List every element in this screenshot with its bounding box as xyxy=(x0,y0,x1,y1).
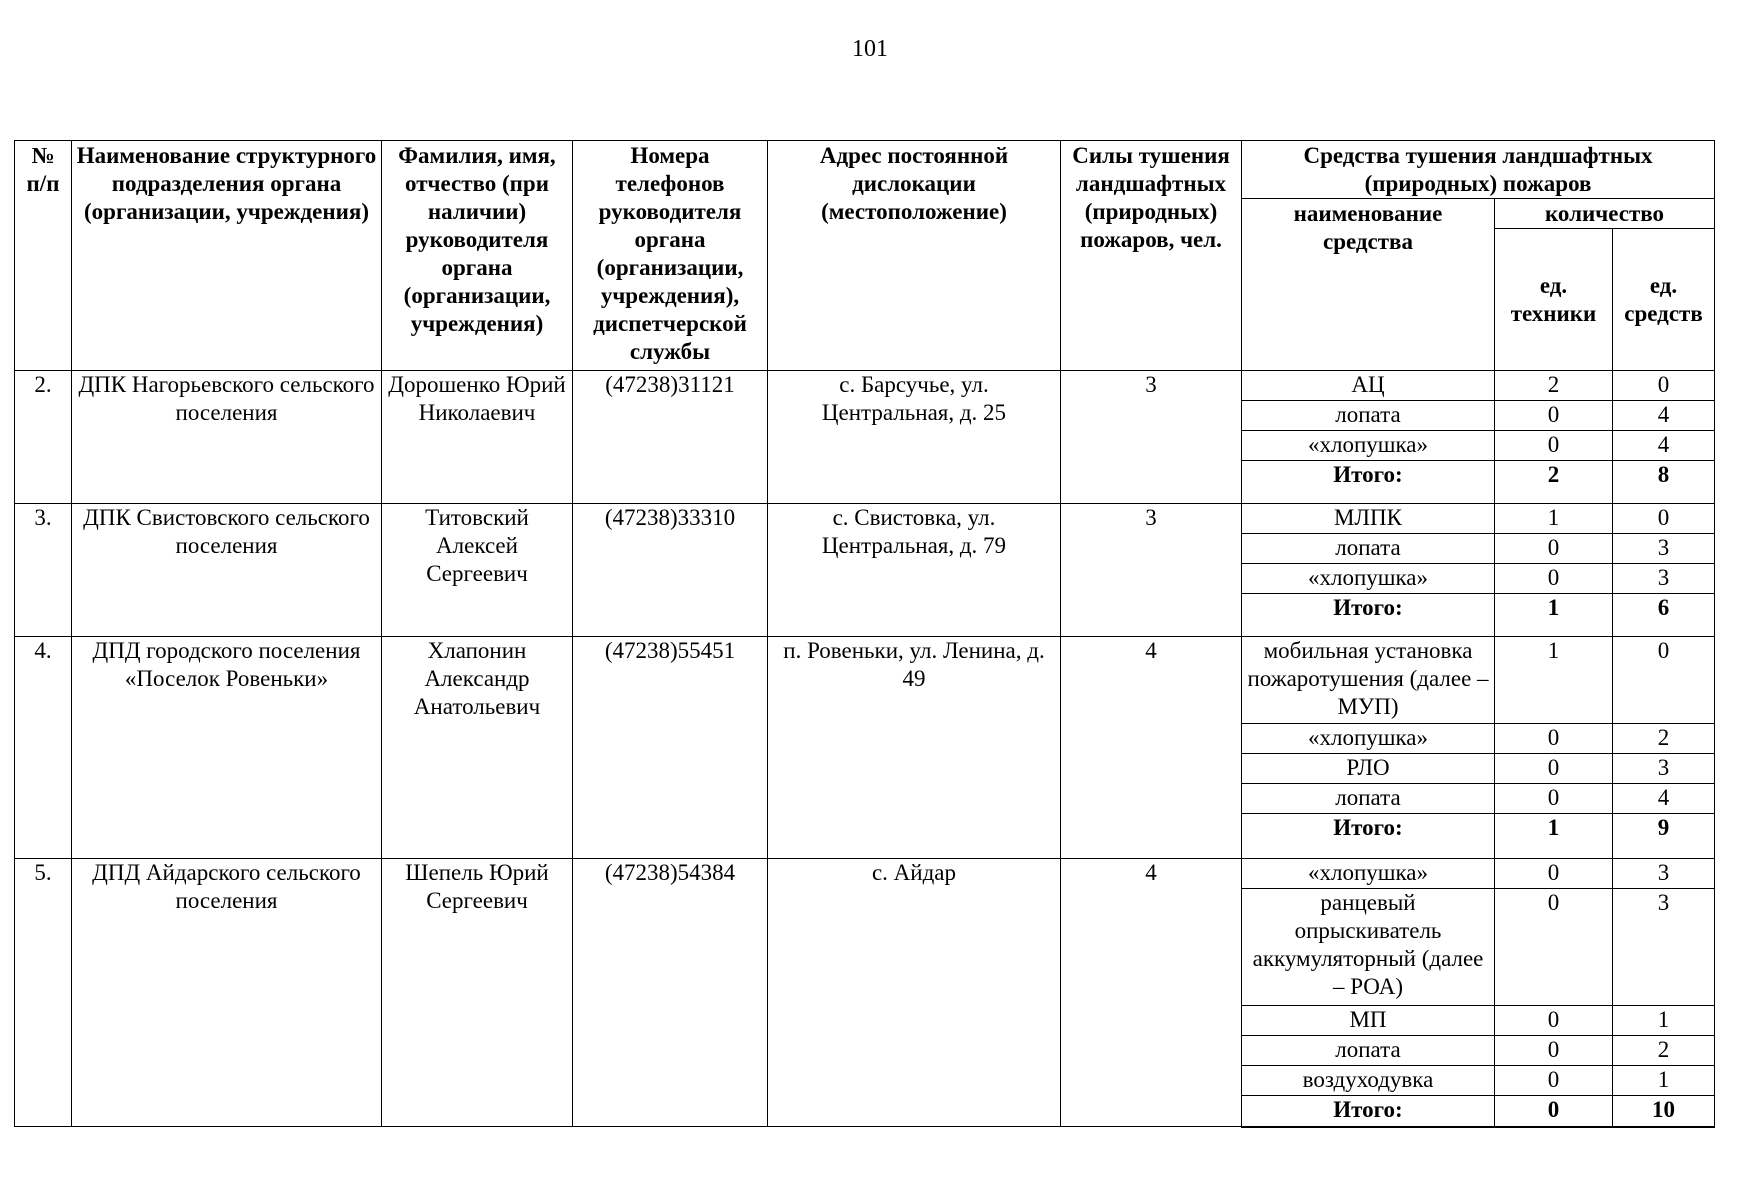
means-name: ранцевый опрыскиватель аккумуляторный (далее – РОА) xyxy=(1242,889,1495,1006)
header-address: Адрес постоянной дислокации (местоположение) xyxy=(768,141,1061,371)
means-tech-count: 2 xyxy=(1495,371,1613,401)
means-tech-count: 0 xyxy=(1495,534,1613,564)
means-tech-count: 1 xyxy=(1495,504,1613,534)
means-name: лопата xyxy=(1242,534,1495,564)
row-phone: (47238)33310 xyxy=(573,504,768,637)
means-tech-count: 0 xyxy=(1495,754,1613,784)
total-means: 6 xyxy=(1613,594,1715,637)
means-tech-count: 0 xyxy=(1495,724,1613,754)
means-units-count: 3 xyxy=(1613,534,1715,564)
means-units-count: 3 xyxy=(1613,859,1715,889)
row-address: с. Айдар xyxy=(768,859,1061,1127)
row-address: с. Барсучье, ул. Центральная, д. 25 xyxy=(768,371,1061,504)
total-label: Итого: xyxy=(1242,814,1495,859)
row-phone: (47238)55451 xyxy=(573,637,768,859)
means-units-count: 0 xyxy=(1613,637,1715,724)
means-units-count: 1 xyxy=(1613,1066,1715,1096)
row-address: с. Свистовка, ул. Центральная, д. 79 xyxy=(768,504,1061,637)
row-address: п. Ровеньки, ул. Ленина, д. 49 xyxy=(768,637,1061,859)
means-tech-count: 0 xyxy=(1495,1036,1613,1066)
means-tech-count: 0 xyxy=(1495,401,1613,431)
row-forces: 4 xyxy=(1061,859,1242,1127)
means-tech-count: 0 xyxy=(1495,431,1613,461)
row-forces: 4 xyxy=(1061,637,1242,859)
means-tech-count: 0 xyxy=(1495,1006,1613,1036)
row-forces: 3 xyxy=(1061,504,1242,637)
table-row xyxy=(15,859,1715,889)
means-units-count: 0 xyxy=(1613,371,1715,401)
header-phones: Номера телефонов руководителя органа (организации, учреждения), диспетчерской службы xyxy=(573,141,768,371)
row-phone: (47238)54384 xyxy=(573,859,768,1127)
row-head-name: Титовский Алексей Сергеевич xyxy=(382,504,573,637)
means-units-count: 1 xyxy=(1613,1006,1715,1036)
means-units-count: 2 xyxy=(1613,724,1715,754)
means-units-count: 3 xyxy=(1613,754,1715,784)
means-units-count: 3 xyxy=(1613,564,1715,594)
means-name: воздуходувка xyxy=(1242,1066,1495,1096)
header-means: Средства тушения ландшафтных (природных) пожаров xyxy=(1242,141,1715,199)
header-means-name: наименование средства xyxy=(1242,199,1495,371)
total-label: Итого: xyxy=(1242,594,1495,637)
table-row xyxy=(15,371,1715,401)
row-unit-name: ДПД Айдарского сельского поселения xyxy=(72,859,382,1127)
row-head-name: Дорошенко Юрий Николаевич xyxy=(382,371,573,504)
means-tech-count: 1 xyxy=(1495,637,1613,724)
means-name: лопата xyxy=(1242,784,1495,814)
means-name: «хлопушка» xyxy=(1242,431,1495,461)
means-name: МП xyxy=(1242,1006,1495,1036)
means-name: лопата xyxy=(1242,1036,1495,1066)
total-tech: 2 xyxy=(1495,461,1613,504)
means-units-count: 2 xyxy=(1613,1036,1715,1066)
table-row xyxy=(15,504,1715,534)
means-tech-count: 0 xyxy=(1495,859,1613,889)
row-head-name: Хлапонин Александр Анатольевич xyxy=(382,637,573,859)
row-unit-name: ДПД городского поселения «Поселок Ровеньки» xyxy=(72,637,382,859)
fire-means-table xyxy=(14,140,1715,1128)
row-num: 2. xyxy=(15,371,72,504)
header-units-tech: ед. техники xyxy=(1495,229,1613,371)
table-row xyxy=(15,637,1715,724)
means-name: АЦ xyxy=(1242,371,1495,401)
row-phone: (47238)31121 xyxy=(573,371,768,504)
means-name: РЛО xyxy=(1242,754,1495,784)
total-means: 9 xyxy=(1613,814,1715,859)
means-tech-count: 0 xyxy=(1495,889,1613,1006)
total-tech: 1 xyxy=(1495,814,1613,859)
means-name: «хлопушка» xyxy=(1242,724,1495,754)
row-unit-name: ДПК Свистовского сельского поселения xyxy=(72,504,382,637)
means-name: МЛПК xyxy=(1242,504,1495,534)
total-tech: 1 xyxy=(1495,594,1613,637)
row-head-name: Шепель Юрий Сергеевич xyxy=(382,859,573,1127)
means-name: «хлопушка» xyxy=(1242,564,1495,594)
means-units-count: 4 xyxy=(1613,784,1715,814)
means-units-count: 4 xyxy=(1613,431,1715,461)
total-label: Итого: xyxy=(1242,461,1495,504)
header-quantity: количество xyxy=(1495,199,1715,229)
means-tech-count: 0 xyxy=(1495,564,1613,594)
means-units-count: 4 xyxy=(1613,401,1715,431)
page-number: 101 xyxy=(852,36,888,62)
row-num: 5. xyxy=(15,859,72,1127)
means-name: лопата xyxy=(1242,401,1495,431)
row-num: 4. xyxy=(15,637,72,859)
row-unit-name: ДПК Нагорьевского сельского поселения xyxy=(72,371,382,504)
means-name: «хлопушка» xyxy=(1242,859,1495,889)
header-forces: Силы тушения ландшафтных (природных) пожаров, чел. xyxy=(1061,141,1242,371)
total-tech: 0 xyxy=(1495,1096,1613,1127)
total-means: 8 xyxy=(1613,461,1715,504)
row-forces: 3 xyxy=(1061,371,1242,504)
total-means: 10 xyxy=(1613,1096,1715,1127)
header-head-name: Фамилия, имя, отчество (при наличии) руководителя органа (организации, учреждения) xyxy=(382,141,573,371)
header-num: № п/п xyxy=(15,141,72,371)
means-tech-count: 0 xyxy=(1495,1066,1613,1096)
means-units-count: 0 xyxy=(1613,504,1715,534)
header-units-means: ед. средств xyxy=(1613,229,1715,371)
total-label: Итого: xyxy=(1242,1096,1495,1127)
header-unit-name: Наименование структурного подразделения органа (организации, учреждения) xyxy=(72,141,382,371)
means-tech-count: 0 xyxy=(1495,784,1613,814)
row-num: 3. xyxy=(15,504,72,637)
means-name: мобильная установка пожаротушения (далее – МУП) xyxy=(1242,637,1495,724)
means-units-count: 3 xyxy=(1613,889,1715,1006)
table-body xyxy=(15,371,1715,1127)
